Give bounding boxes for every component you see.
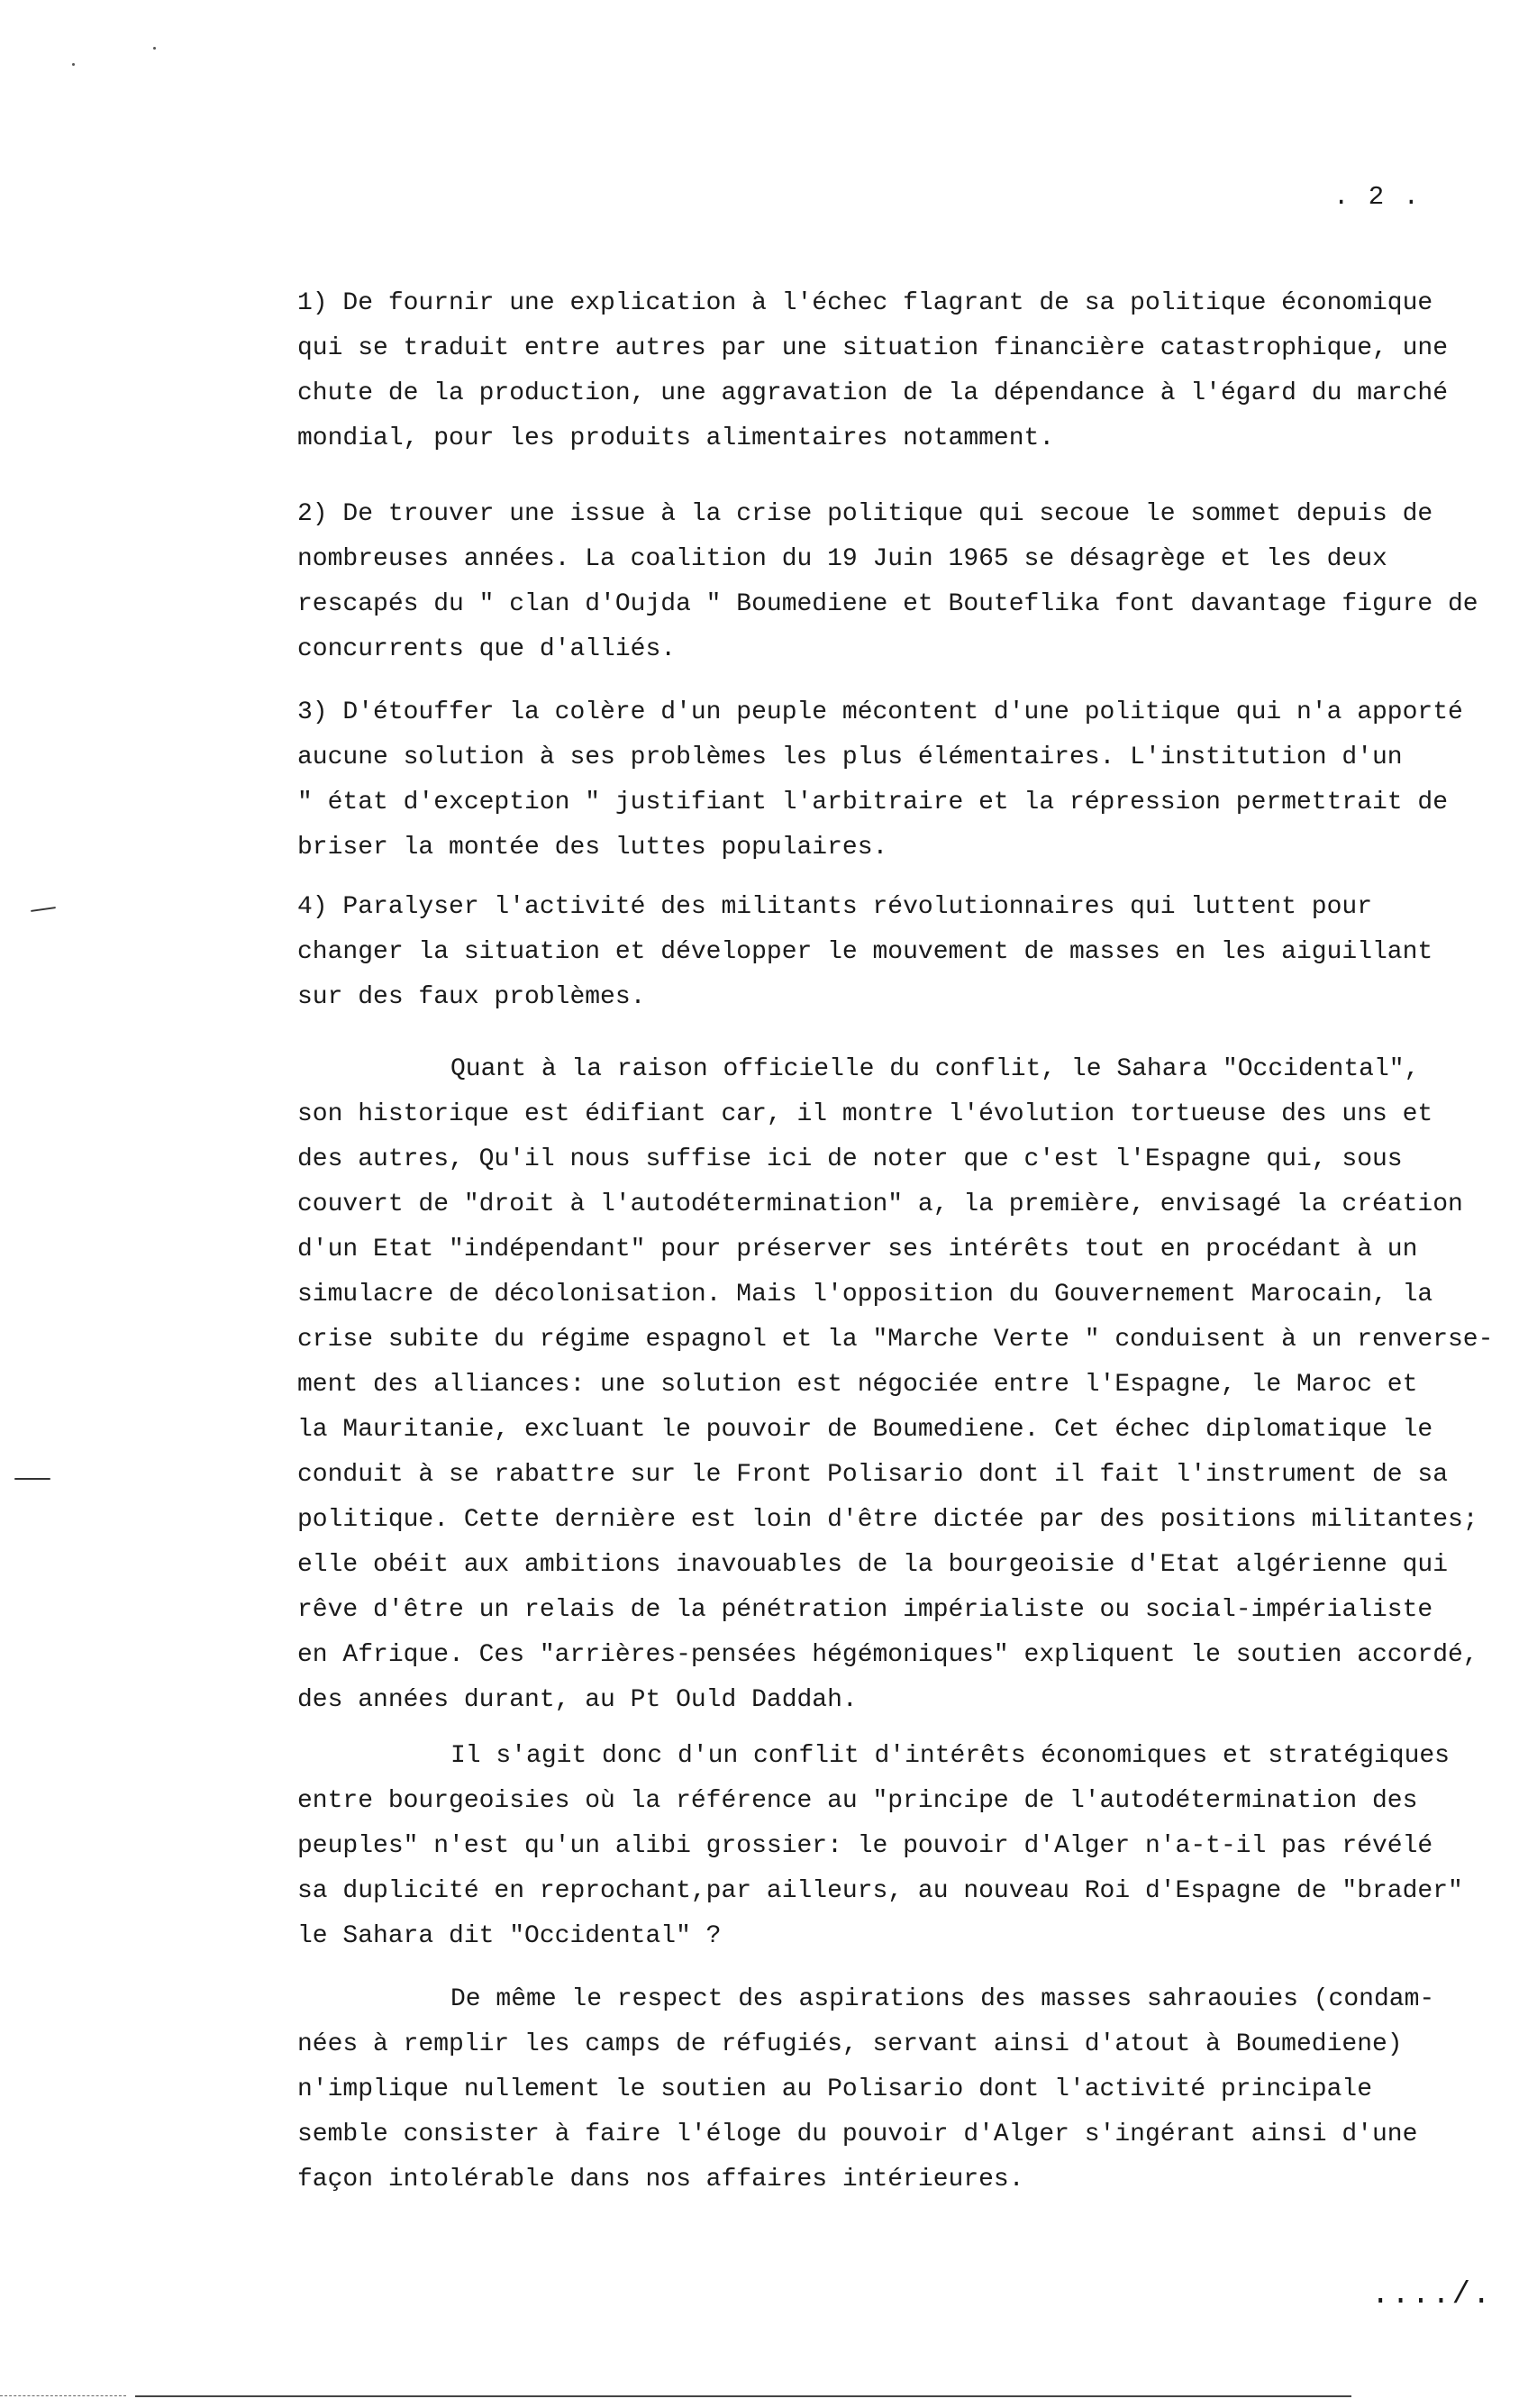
text-line: peuples" n'est qu'un alibi grossier: le pouvoir d'Alger n'a-t-il pas révélé: [297, 1832, 1433, 1860]
paragraph-3: [297, 690, 1473, 871]
scan-speck: [153, 47, 156, 50]
paragraph-7: [297, 1977, 1473, 2203]
text-line: Quant à la raison officielle du conflit, le Sahara "Occidental",: [450, 1055, 1420, 1083]
text-line: couvert de "droit à l'autodétermination" a, la première, envisagé la création: [297, 1190, 1463, 1218]
text-line: Il s'agit donc d'un conflit d'intérêts économiques et stratégiques: [450, 1742, 1450, 1770]
text-line: des années durant, au Pt Ould Daddah.: [297, 1686, 858, 1714]
paragraph-1: [297, 281, 1473, 461]
paragraph-5: [297, 1047, 1494, 1723]
text-line: sa duplicité en reprochant,par ailleurs, au nouveau Roi d'Espagne de "brader": [297, 1877, 1463, 1905]
text-line: entre bourgeoisies où la référence au "principe de l'autodétermination des: [297, 1787, 1418, 1815]
text-line: sur des faux problèmes.: [297, 983, 646, 1011]
paragraph-6: [297, 1734, 1473, 1959]
text-line: 3) D'étouffer la colère d'un peuple mécontent d'une politique qui n'a apporté: [297, 698, 1463, 726]
text-line: nombreuses années. La coalition du 19 Juin 1965 se désagrège et les deux: [297, 545, 1387, 573]
text-line: en Afrique. Ces "arrières-pensées hégémoniques" expliquent le soutien accordé,: [297, 1641, 1478, 1669]
text-line: " état d'exception " justifiant l'arbitraire et la répression permettrait de: [297, 789, 1449, 816]
text-line: concurrents que d'alliés.: [297, 635, 677, 663]
page-number: . 2 .: [1333, 182, 1422, 212]
text-line: 2) De trouver une issue à la crise politique qui secoue le sommet depuis de: [297, 500, 1433, 528]
text-line: crise subite du régime espagnol et la "Marche Verte " conduisent à un renverse-: [297, 1326, 1494, 1354]
page-edge-line: [0, 2395, 126, 2397]
text-line: changer la situation et développer le mouvement de masses en les aiguillant: [297, 938, 1433, 966]
text-line: la Mauritanie, excluant le pouvoir de Boumediene. Cet échec diplomatique le: [297, 1416, 1433, 1444]
text-line: façon intolérable dans nos affaires intérieures.: [297, 2166, 1024, 2194]
text-line: rêve d'être un relais de la pénétration impérialiste ou social-impérialiste: [297, 1596, 1433, 1624]
text-line: semble consister à faire l'éloge du pouvoir d'Alger s'ingérant ainsi d'une: [297, 2121, 1418, 2148]
text-line: nées à remplir les camps de réfugiés, servant ainsi d'atout à Boumediene): [297, 2030, 1403, 2058]
text-line: qui se traduit entre autres par une situation financière catastrophique, une: [297, 334, 1449, 362]
text-line: briser la montée des luttes populaires.: [297, 834, 888, 862]
text-line: chute de la production, une aggravation de la dépendance à l'égard du marché: [297, 379, 1449, 407]
text-line: rescapés du " clan d'Oujda " Boumediene et Bouteflika font davantage figure de: [297, 590, 1478, 618]
text-line: ment des alliances: une solution est négociée entre l'Espagne, le Maroc et: [297, 1371, 1418, 1399]
text-line: mondial, pour les produits alimentaires notamment.: [297, 424, 1055, 452]
text-line: De même le respect des aspirations des masses sahraouies (condam-: [450, 1985, 1435, 2013]
text-line: 4) Paralyser l'activité des militants révolutionnaires qui luttent pour: [297, 893, 1372, 921]
text-line: n'implique nullement le soutien au Polisario dont l'activité principale: [297, 2075, 1372, 2103]
text-line: le Sahara dit "Occidental" ?: [297, 1922, 722, 1950]
text-line: simulacre de décolonisation. Mais l'opposition du Gouvernement Marocain, la: [297, 1281, 1433, 1309]
text-line: aucune solution à ses problèmes les plus élémentaires. L'institution d'un: [297, 743, 1403, 771]
text-line: elle obéit aux ambitions inavouables de la bourgeoisie d'Etat algérienne qui: [297, 1551, 1449, 1579]
text-line: son historique est édifiant car, il montre l'évolution tortueuse des uns et: [297, 1100, 1433, 1128]
hole-punch-mark: [31, 907, 56, 912]
scan-speck: [72, 63, 75, 66]
paragraph-4: [297, 885, 1473, 1020]
continuation-mark: ..../.: [1371, 2278, 1493, 2312]
text-line: des autres, Qu'il nous suffise ici de noter que c'est l'Espagne qui, sous: [297, 1145, 1403, 1173]
text-line: politique. Cette dernière est loin d'être dictée par des positions militantes;: [297, 1506, 1478, 1534]
text-line: conduit à se rabattre sur le Front Polisario dont il fait l'instrument de sa: [297, 1461, 1449, 1489]
page-edge-line: [135, 2395, 1351, 2397]
text-line: d'un Etat "indépendant" pour préserver ses intérêts tout en procédant à un: [297, 1236, 1418, 1263]
paragraph-2: [297, 492, 1478, 672]
hole-punch-mark: [14, 1478, 50, 1480]
text-line: 1) De fournir une explication à l'échec flagrant de sa politique économique: [297, 289, 1433, 317]
